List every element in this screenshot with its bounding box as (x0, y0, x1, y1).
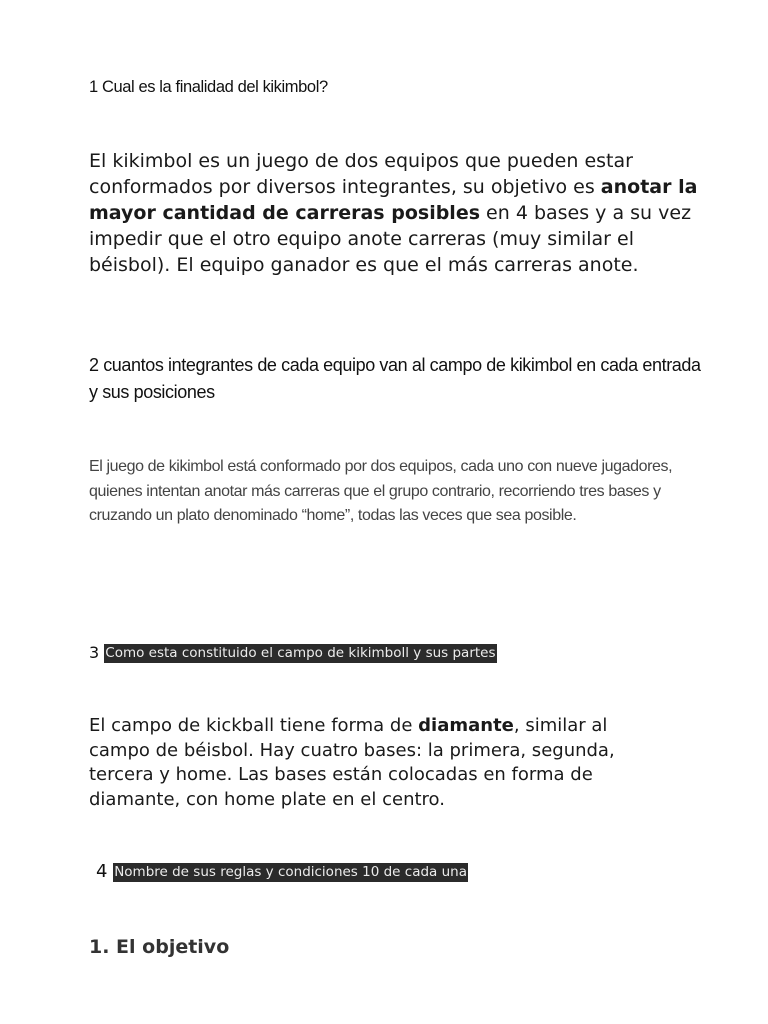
answer-3-text-end: , similar al campo de béisbol. Hay cuatro bases: la primera, segunda, tercera y home. Las bases están colocadas en forma de diamante, con home plate en el centro. (89, 715, 615, 810)
question-3-number: 3 (89, 643, 100, 662)
question-3-highlighted-text: Como esta constituido el campo de kikimboll y sus partes (105, 645, 496, 661)
answer-1 (89, 148, 709, 278)
question-1-text: 1 Cual es la finalidad del kikimbol? (89, 78, 328, 96)
answer-2-text: El juego de kikimbol está conformado por dos equipos, cada uno con nueve jugadores, quienes intentan anotar más carreras que el grupo contrario, recorriendo tres bases y cruzando un plato denominado “home”, todas las veces que sea posible. (89, 458, 673, 524)
question-2-text: 2 cuantos integrantes de cada equipo van al campo de kikimbol en cada entrada y sus posiciones (89, 355, 701, 402)
answer-1-text-end: en 4 bases y a su vez impedir que el otro equipo anote carreras (muy similar el béisbol). El equipo ganador es que el más carreras anote. (89, 202, 692, 276)
answer-2 (89, 455, 689, 529)
question-4-number: 4 (96, 861, 108, 882)
answer-1-text-start: El kikimbol es un juego de dos equipos que pueden estar conformados por diversos integrantes, su objetivo es (89, 150, 633, 198)
section-heading-objetivo: 1. El objetivo (89, 936, 230, 958)
answer-3-text-start: El campo de kickball tiene forma de (89, 715, 419, 736)
question-4 (96, 860, 468, 884)
answer-3 (89, 714, 669, 812)
answer-1-bold-text: anotar la mayor cantidad de carreras posibles (89, 176, 698, 224)
question-1 (89, 76, 328, 98)
question-4-highlighted-text: Nombre de sus reglas y condiciones 10 de cada una (114, 864, 467, 880)
question-2 (89, 352, 709, 406)
question-3 (89, 642, 497, 664)
answer-3-bold-text: diamante (418, 715, 514, 736)
